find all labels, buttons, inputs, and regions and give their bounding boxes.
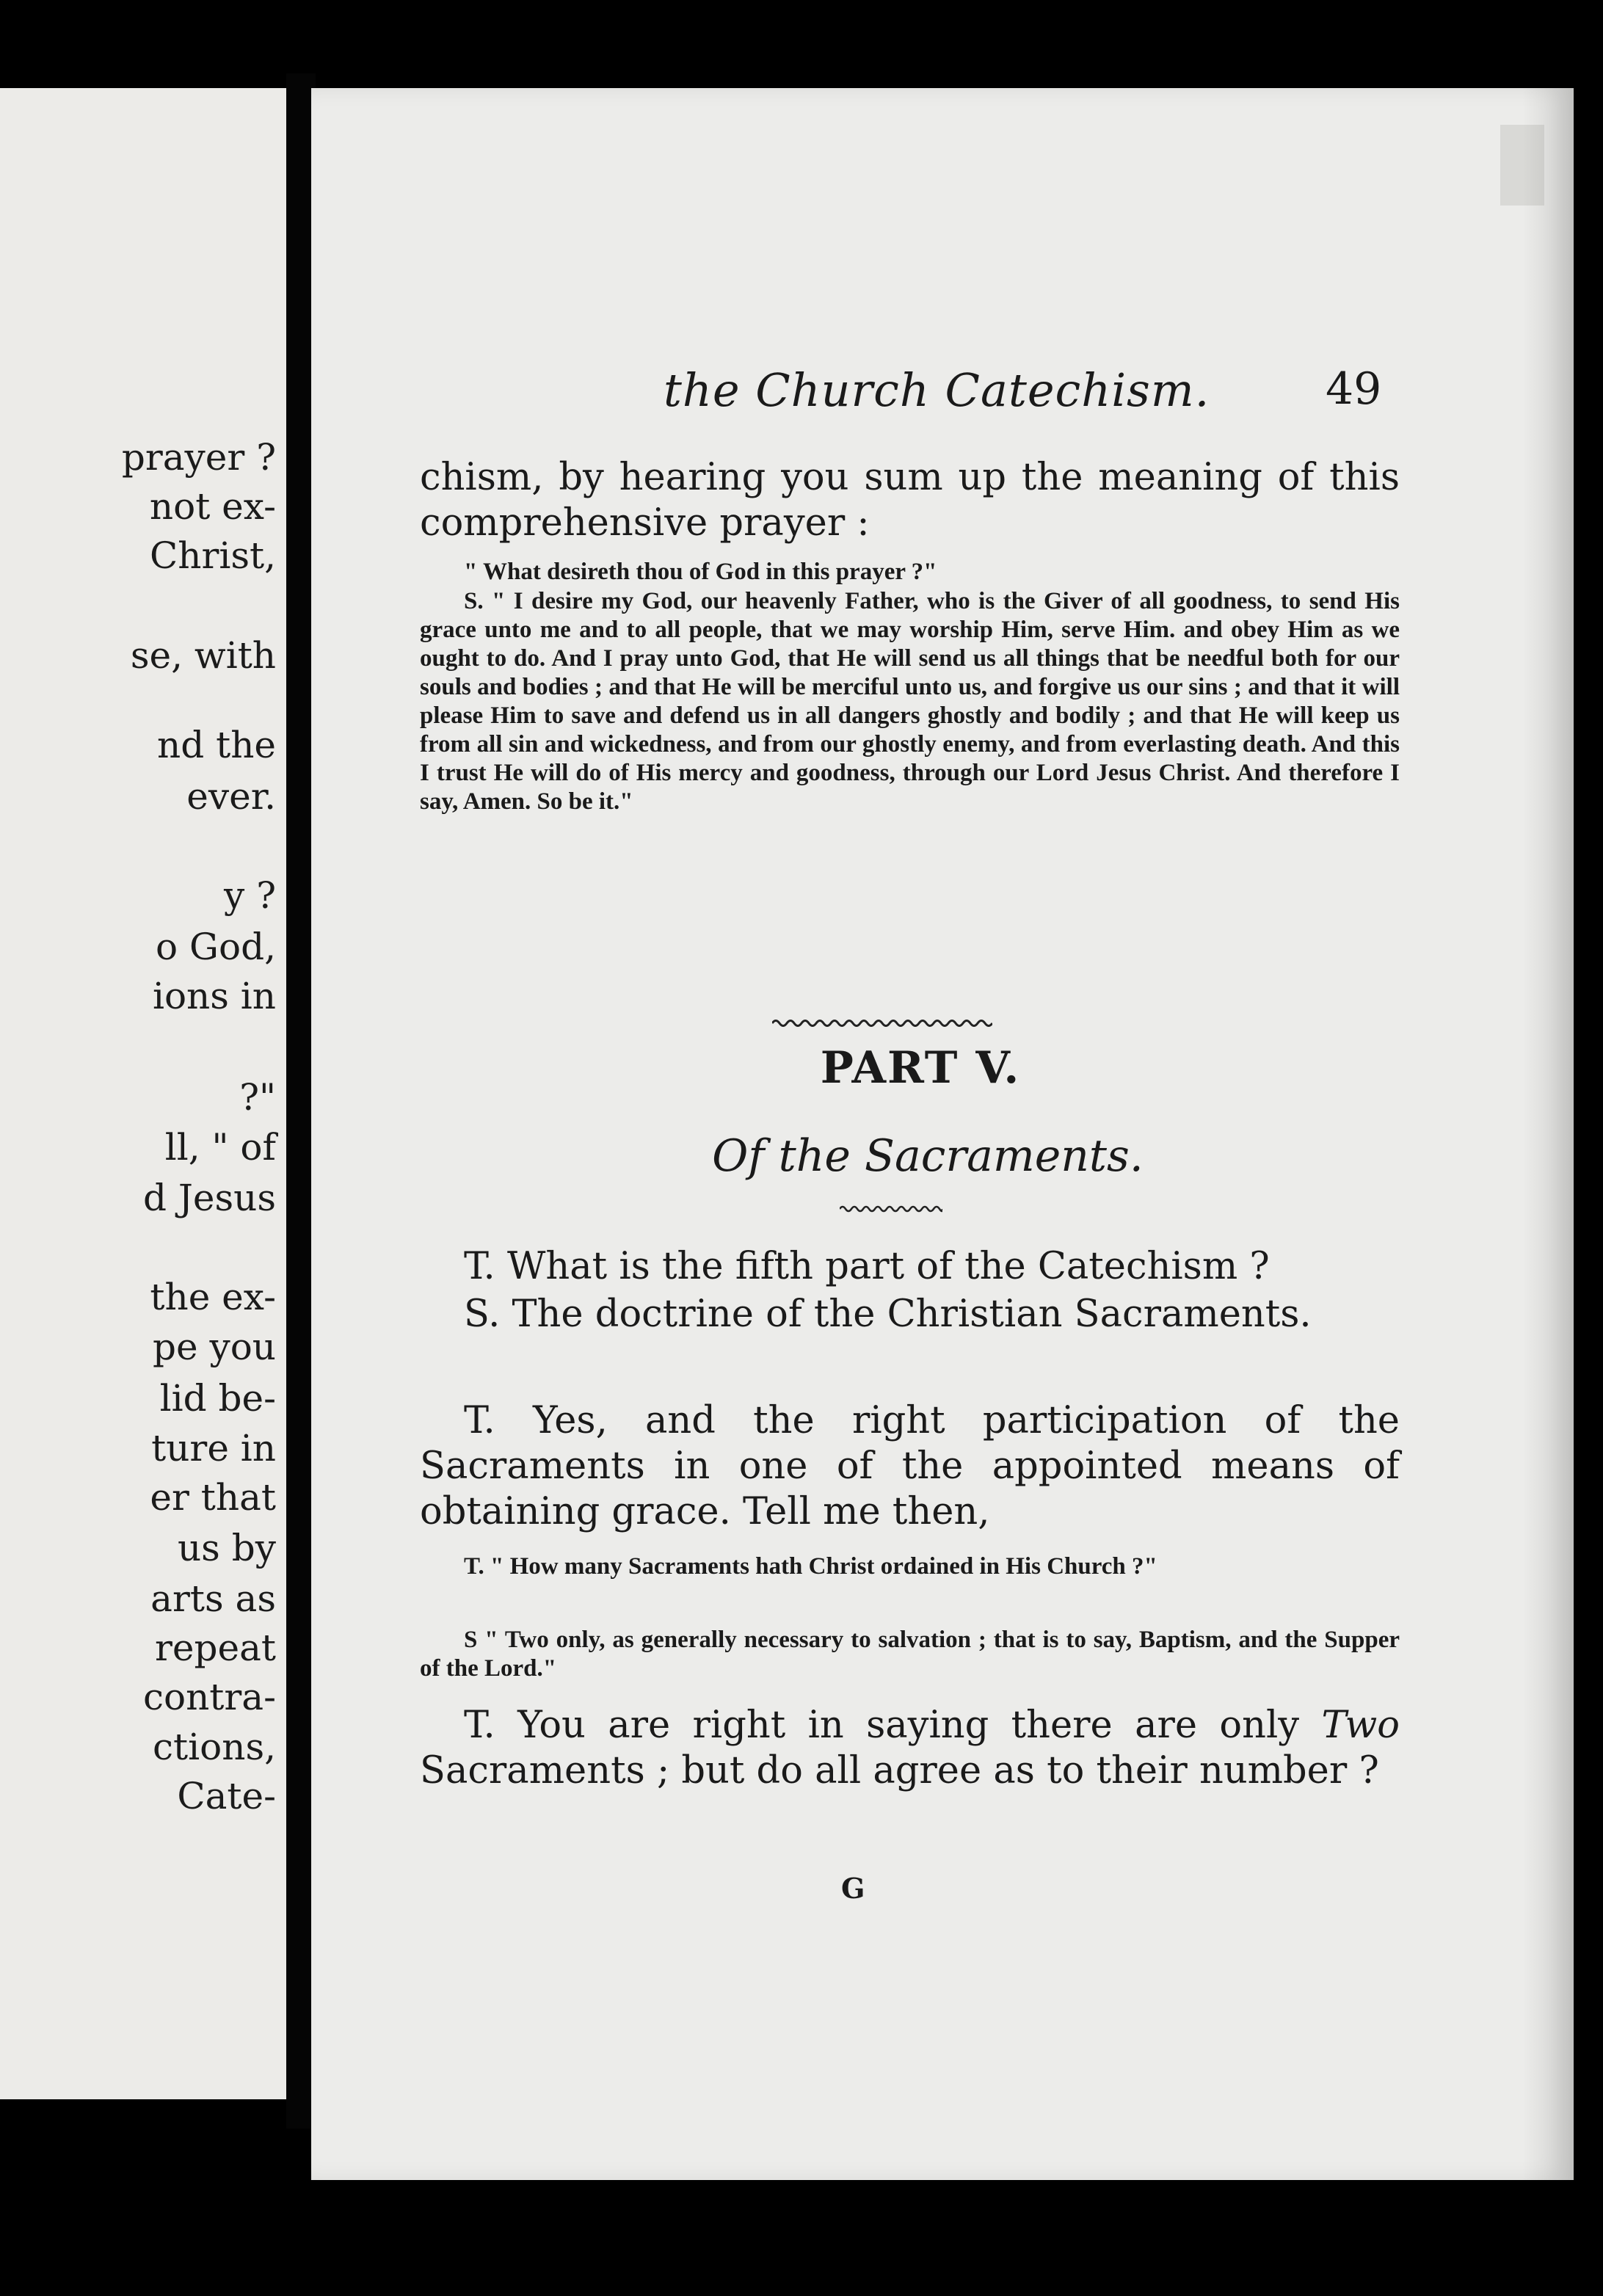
left-line: nd the [157,724,276,766]
catechism-question: " What desireth thou of God in this prayer ?" [464,559,937,585]
decorative-rule-small [840,1204,942,1214]
left-line: Cate- [177,1775,276,1817]
catechism-answer: S. " I desire my God, our heavenly Father, who is the Giver of all goodness, to send His grace unto me and to all people, that we may worship Him, serve Him. and obey Him as we ought to do. And I pray unto God, that He will send us all things that be needful both for our souls and bodies ; and that He will be merciful unto us, and forgive us our sins ; and that it will please Him to save and defend us in all dangers ghostly and bodily ; and that He will keep us from all sin and wickedness, and from our ghostly enemy, and from everlasting death. And this I trust He will do of His mercy and goodness, through our Lord Jesus Christ. And therefore I say, Amen. So be it." [420,588,1400,815]
left-line: us by [177,1527,276,1569]
left-line: ctions, [153,1726,276,1768]
left-page-fragment [0,88,291,2099]
left-line: repeat [155,1627,276,1669]
running-title: the Church Catechism. [664,363,1210,417]
emphasis-two: Two [1321,1704,1400,1747]
left-line: arts as [150,1577,276,1620]
left-line: pe you [152,1326,276,1368]
page-number: 49 [1326,363,1382,415]
catechism-question: T. " How many Sacraments hath Christ ordained in His Church ?" [464,1553,1157,1580]
part-heading: PART V. [820,1042,1021,1094]
signature-mark: G [841,1872,865,1905]
right-page [311,88,1574,2180]
decorative-rule [772,1017,992,1030]
intro-paragraph: chism, by hearing you sum up the meaning of this comprehensive prayer : [420,456,1400,545]
left-line: o God, [156,926,276,968]
dialogue-teacher: T. What is the fifth part of the Catechism ? [464,1245,1270,1288]
left-line: er that [150,1476,276,1519]
part-subheading: Of the Sacraments. [712,1130,1144,1182]
left-line: ll, " of [164,1126,276,1169]
left-line: prayer ? [121,436,276,479]
left-line: ture in [151,1427,276,1469]
dialogue-student: S. The doctrine of the Christian Sacraments. [464,1293,1312,1336]
left-line: ?" [239,1076,276,1119]
dialogue-teacher: T. Yes, and the right participation of the Sacraments in one of the appointed means of obtaining grace. Tell me then, [420,1399,1400,1533]
left-line: ions in [152,975,276,1017]
left-line: the ex- [150,1276,276,1318]
left-line: se, with [130,634,276,677]
left-line: contra- [142,1676,276,1718]
page-header [311,363,1574,422]
dialogue-text: Sacraments ; but do all agree as to their number ? [420,1749,1379,1792]
dialogue-text: T. You are right in saying there are only [464,1704,1300,1747]
left-line: lid be- [159,1377,276,1420]
left-line: d Jesus [142,1177,276,1219]
dialogue-teacher [420,1703,1400,1794]
left-line: Christ, [150,534,276,577]
left-line: ever. [186,775,276,818]
catechism-answer: S " Two only, as generally necessary to salvation ; that is to say, Baptism, and the Supper of the Lord." [420,1627,1400,1682]
left-line: not ex- [149,485,276,528]
left-line: y ? [224,874,276,917]
